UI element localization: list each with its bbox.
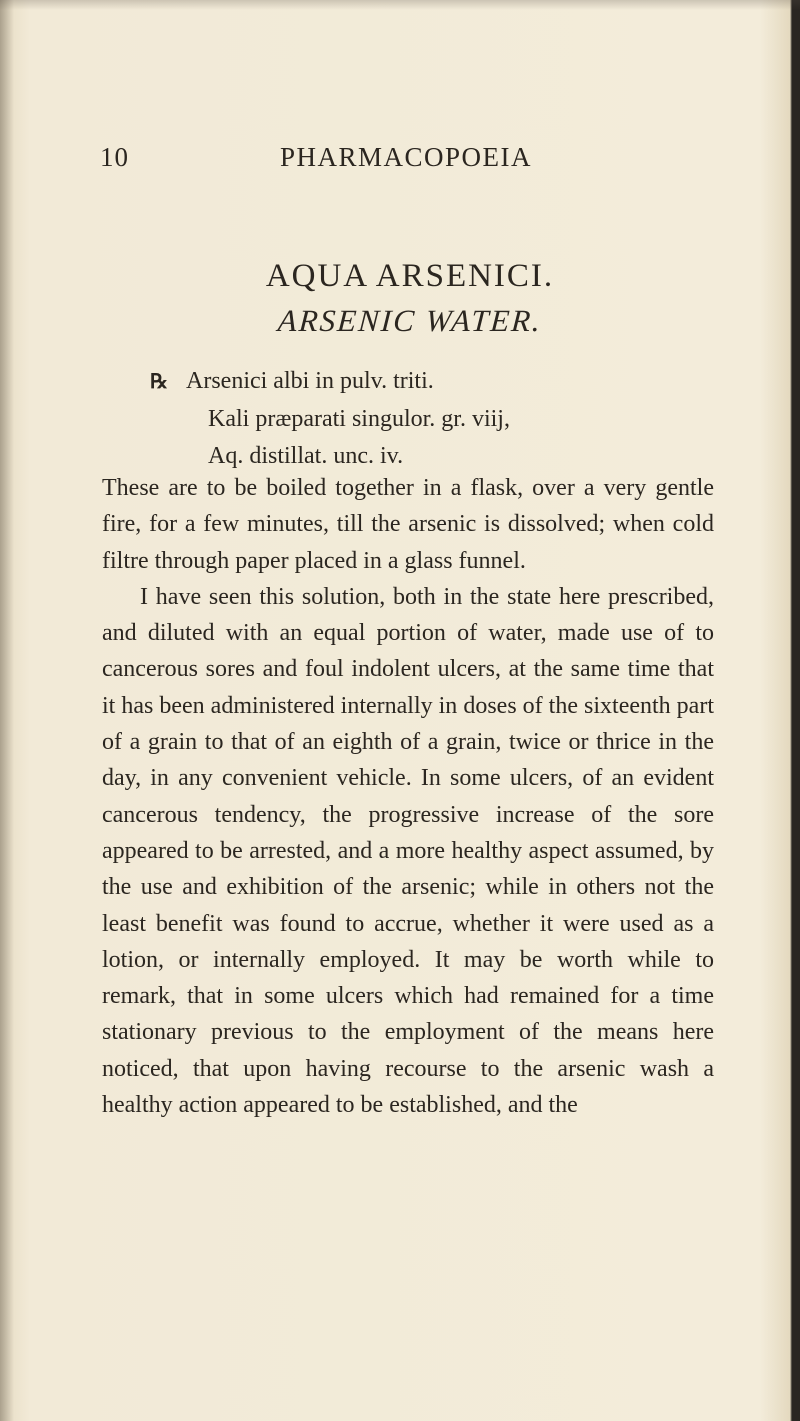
section-subtitle: ARSENIC WATER.: [276, 303, 544, 338]
page-top-edge: [0, 0, 800, 10]
recipe-ingredient: Kali præparati singulor. gr. viij,: [208, 406, 510, 432]
gutter-shadow: [0, 0, 14, 1421]
paragraph: I have seen this solution, both in the state here prescribed, and diluted with an equal portion of water, made use of to cancerous sores and foul indolent ulcers, at the same time that it has been administered internally in doses of the sixteenth part of a grain to that of an eighth of a grain, twice or thrice in the day, in any convenient vehicle. In some ulcers, of an evident cancerous tendency, the progressive increase of the sore appeared to be arrested, and a more healthy aspect assumed, by the use and exhibition of the arsenic; while in others not the least benefit was found to accrue, whether it were used as a lotion, or internally employed. It may be worth while to remark, that in some ulcers which had remained for a time stationary previous to the employment of the means here noticed, that upon having recourse to the arsenic wash a healthy action appeared to be established, and the: [102, 583, 714, 1119]
section-title: AQUA ARSENICI.: [265, 258, 555, 294]
running-head: [100, 142, 720, 178]
body-text: [102, 470, 714, 1123]
recipe-ingredient: Arsenici albi in pulv. triti.: [186, 368, 434, 394]
rx-icon: ℞: [150, 371, 168, 393]
page-number: 10: [100, 142, 129, 172]
running-head-title: PHARMACOPOEIA: [280, 142, 533, 172]
recipe-line: [150, 363, 710, 401]
recipe-line: [150, 401, 710, 438]
recipe-ingredient: Aq. distillat. unc. iv.: [208, 443, 404, 469]
paragraph: These are to be boiled together in a flask, over a very gentle fire, for a few minutes, till the arsenic is dissolved; when cold filtre through paper placed in a glass funnel.: [102, 475, 714, 574]
recipe-block: [150, 363, 710, 475]
